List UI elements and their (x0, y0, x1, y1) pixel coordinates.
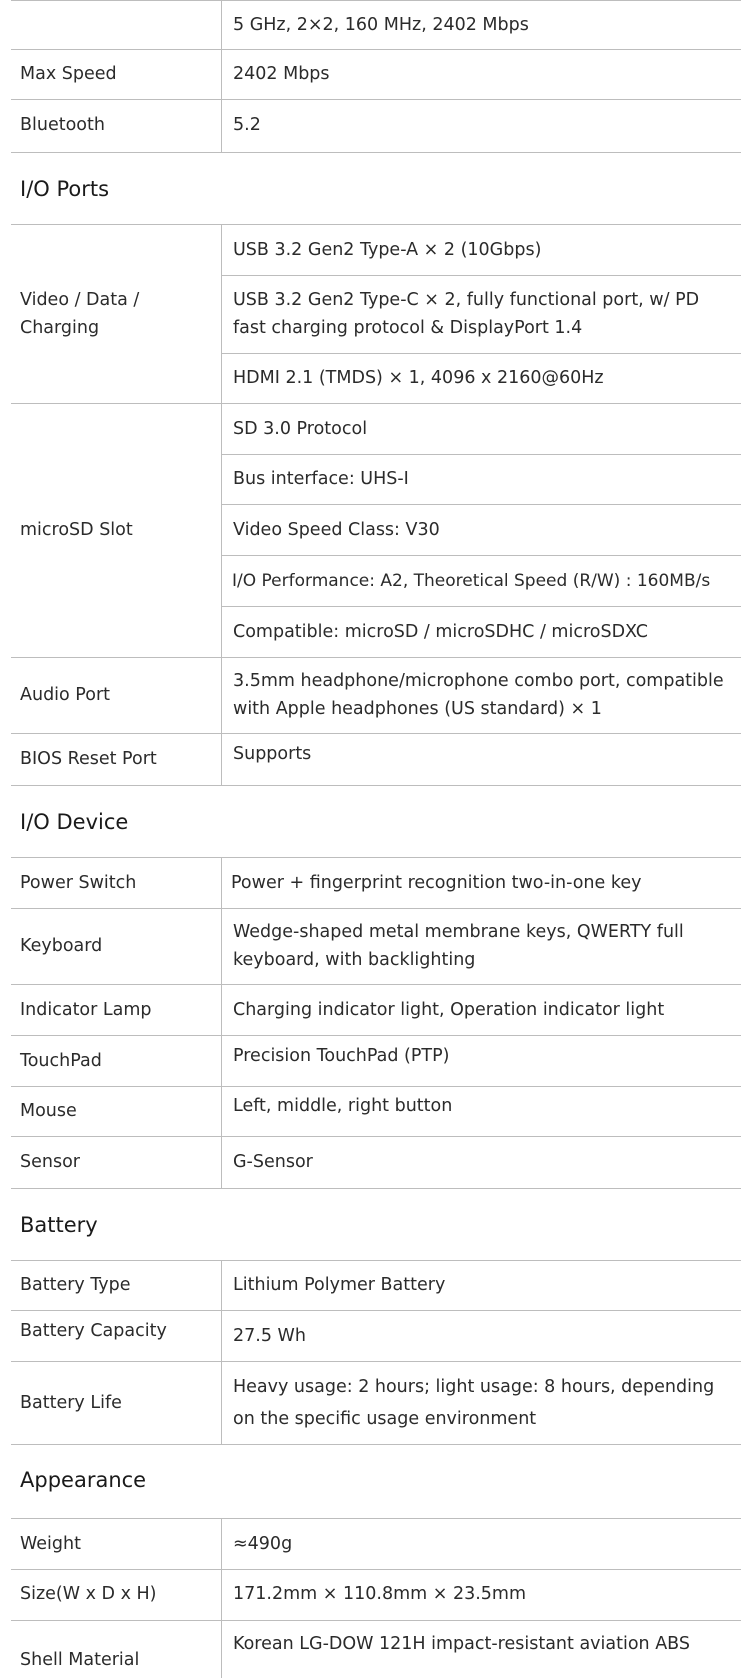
label-power-switch: Power Switch (20, 872, 137, 893)
value-weight: ≈490g (233, 1533, 293, 1554)
value-hdmi: HDMI 2.1 (TMDS) × 1, 4096 x 2160@60Hz (233, 368, 604, 388)
value-usb-type-a: USB 3.2 Gen2 Type-A × 2 (10Gbps) (233, 239, 542, 260)
value-battery-capacity: 27.5 Wh (233, 1325, 306, 1346)
value-indicator-lamp: Charging indicator light, Operation indicator light (233, 999, 665, 1020)
label-bios-reset-port: BIOS Reset Port (20, 749, 157, 769)
value-bands: 5 GHz, 2×2, 160 MHz, 2402 Mbps (233, 14, 529, 35)
label-weight: Weight (20, 1533, 81, 1554)
label-video-data-charging: Video / Data / Charging (20, 289, 140, 338)
label-battery-type: Battery Type (20, 1275, 131, 1295)
column-divider (221, 1518, 222, 1678)
section-title-io-ports: I/O Ports (20, 177, 110, 201)
value-max-speed: 2402 Mbps (233, 64, 330, 84)
section-title-battery: Battery (20, 1213, 98, 1237)
label-size: Size(W x D x H) (20, 1584, 157, 1604)
value-video-speed-class: Video Speed Class: V30 (233, 519, 440, 540)
value-battery-type: Lithium Polymer Battery (233, 1275, 446, 1295)
value-sd-protocol: SD 3.0 Protocol (233, 418, 368, 439)
value-bluetooth: 5.2 (233, 114, 261, 135)
table-border (11, 1188, 741, 1189)
label-audio-port: Audio Port (20, 685, 110, 705)
section-title-io-device: I/O Device (20, 810, 129, 834)
label-microsd-slot: microSD Slot (20, 520, 133, 540)
label-sensor: Sensor (20, 1152, 80, 1172)
value-battery-life: Heavy usage: 2 hours; light usage: 8 hours, depending on the specific usage environment (233, 1376, 715, 1429)
label-battery-life: Battery Life (20, 1392, 122, 1413)
label-touchpad: TouchPad (20, 1050, 102, 1071)
label-indicator-lamp: Indicator Lamp (20, 999, 152, 1020)
label-battery-capacity: Battery Capacity (20, 1320, 167, 1341)
value-keyboard: Wedge-shaped metal membrane keys, QWERTY full keyboard, with backlighting (233, 922, 684, 970)
value-audio-port: 3.5mm headphone/microphone combo port, compatible with Apple headphones (US standard) × 1 (233, 671, 724, 719)
value-sensor: G-Sensor (233, 1152, 313, 1172)
value-size: 171.2mm × 110.8mm × 23.5mm (233, 1584, 527, 1604)
column-divider (221, 0, 222, 153)
value-usb-type-c: USB 3.2 Gen2 Type-C × 2, fully functional port, w/ PD fast charging protocol & DisplayPort 1.4 (233, 290, 700, 338)
value-compatible: Compatible: microSD / microSDHC / microSDXC (233, 621, 648, 642)
table-border (11, 1444, 741, 1445)
value-shell-material: Korean LG-DOW 121H impact-resistant aviation ABS (233, 1634, 690, 1654)
column-divider (221, 857, 222, 1188)
label-bluetooth: Bluetooth (20, 114, 105, 135)
label-shell-material: Shell Material (20, 1650, 140, 1670)
value-bus-interface: Bus interface: UHS-I (233, 469, 409, 489)
table-border (11, 152, 741, 153)
value-io-performance: I/O Performance: A2, Theoretical Speed (R/W) : 160MB/s (232, 570, 711, 591)
table-border (11, 785, 741, 786)
section-title-appearance: Appearance (20, 1468, 147, 1492)
label-mouse: Mouse (20, 1101, 77, 1121)
label-max-speed: Max Speed (20, 64, 117, 84)
row-divider (11, 1620, 741, 1621)
label-keyboard: Keyboard (20, 936, 103, 956)
value-power-switch: Power + fingerprint recognition two-in-one key (231, 872, 642, 893)
value-mouse: Left, middle, right button (233, 1096, 453, 1116)
value-bios-reset-port: Supports (233, 744, 312, 764)
column-divider (221, 1260, 222, 1444)
value-touchpad: Precision TouchPad (PTP) (233, 1045, 450, 1066)
